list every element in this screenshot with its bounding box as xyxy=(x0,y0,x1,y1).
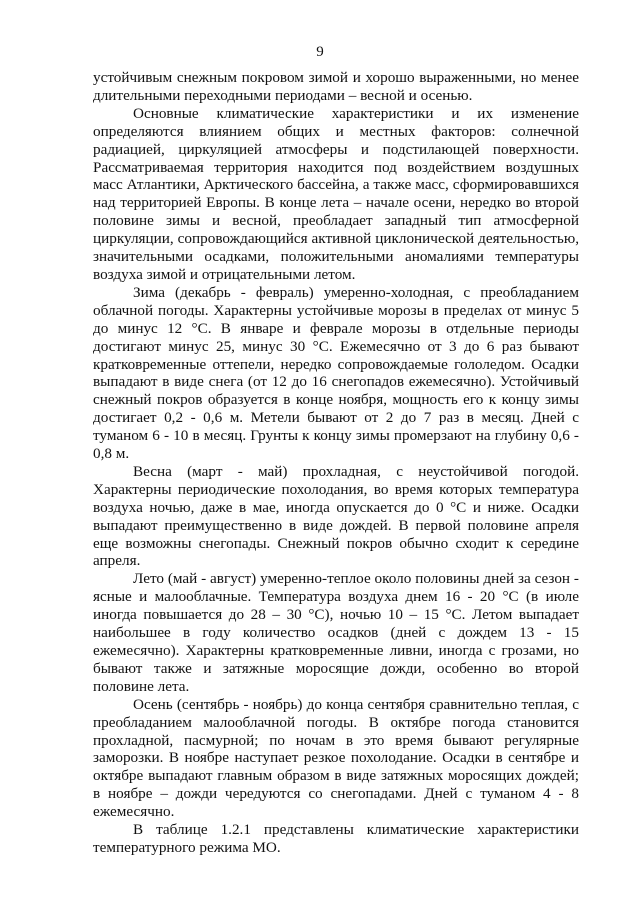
paragraph: Осень (сентябрь - ноябрь) до конца сентября сравнительно теплая, с преобладанием малооблачной погоды. В октябре погода становится прохладной, пасмурной; по ночам в это время бывают регулярные заморозки. В ноябре наступает резкое похолодание. Осадки в сентябре и октябре выпадают главным образом в виде затяжных моросящих дождей; в ноябре – дожди чередуются со снегопадами. Дней с туманом 4 - 8 ежемесячно. xyxy=(93,695,579,821)
paragraph: В таблице 1.2.1 представлены климатические характеристики температурного режима МО. xyxy=(93,821,579,856)
body-text xyxy=(93,69,579,857)
paragraph: Зима (декабрь - февраль) умеренно-холодная, с преобладанием облачной погоды. Характерны устойчивые морозы в пределах от минус 5 до минус 12 °С. В январе и феврале морозы в отдельные периоды достигают минус 25, минус 30 °С. Ежемесячно от 3 до 6 раз бывают кратковременные оттепели, нередко сопровождаемые гололедом. Осадки выпадают в виде снега (от 12 до 16 снегопадов ежемесячно). Устойчивый снежный покров образуется в конце ноября, мощность его к концу зимы достигает 0,2 - 0,6 м. Метели бывают от 2 до 7 раз в месяц. Дней с туманом 6 - 10 в месяц. Грунты к концу зимы промерзают на глубину 0,6 - 0,8 м. xyxy=(93,283,579,463)
paragraph: Лето (май - август) умеренно-теплое около половины дней за сезон - ясные и малооблачные. Температура воздуха днем 16 - 20 °С (в июле иногда повышается до 28 – 30 °С), ночью 10 – 15 °С. Летом выпадает наибольшее в году количество осадков (дней с дождем 13 - 15 ежемесячно). Характерны кратковременные ливни, иногда с грозами, но бывают также и затяжные моросящие дожди, особенно во второй половине лета. xyxy=(93,570,579,695)
page-number: 9 xyxy=(316,44,324,60)
paragraph: Весна (март - май) прохладная, с неустойчивой погодой. Характерны периодические похолодания, во время которых температура воздуха ночью, даже в мае, иногда опускается до 0 °С и ниже. Осадки выпадают преимущественно в виде дождей. В первой половине апреля еще возможны снегопады. Снежный покров обычно сходит к середине апреля. xyxy=(93,462,579,570)
paragraph: Основные климатические характеристики и их изменение определяются влиянием общих и местных факторов: солнечной радиацией, циркуляцией атмосферы и подстилающей поверхности. Рассматриваемая территория находится под воздействием воздушных масс Атлантики, Арктического бассейна, а также масс, сформировавшихся над территорией Европы. В конце лета – начале осени, нередко во второй половине зимы и весной, преобладает западный тип атмосферной циркуляции, сопровождающийся активной циклонической деятельностью, значительными осадками, положительными аномалиями температуры воздуха зимой и отрицательными летом. xyxy=(93,104,579,283)
paragraph: устойчивым снежным покровом зимой и хорошо выраженными, но менее длительными переходными периодами – весной и осенью. xyxy=(93,69,579,104)
